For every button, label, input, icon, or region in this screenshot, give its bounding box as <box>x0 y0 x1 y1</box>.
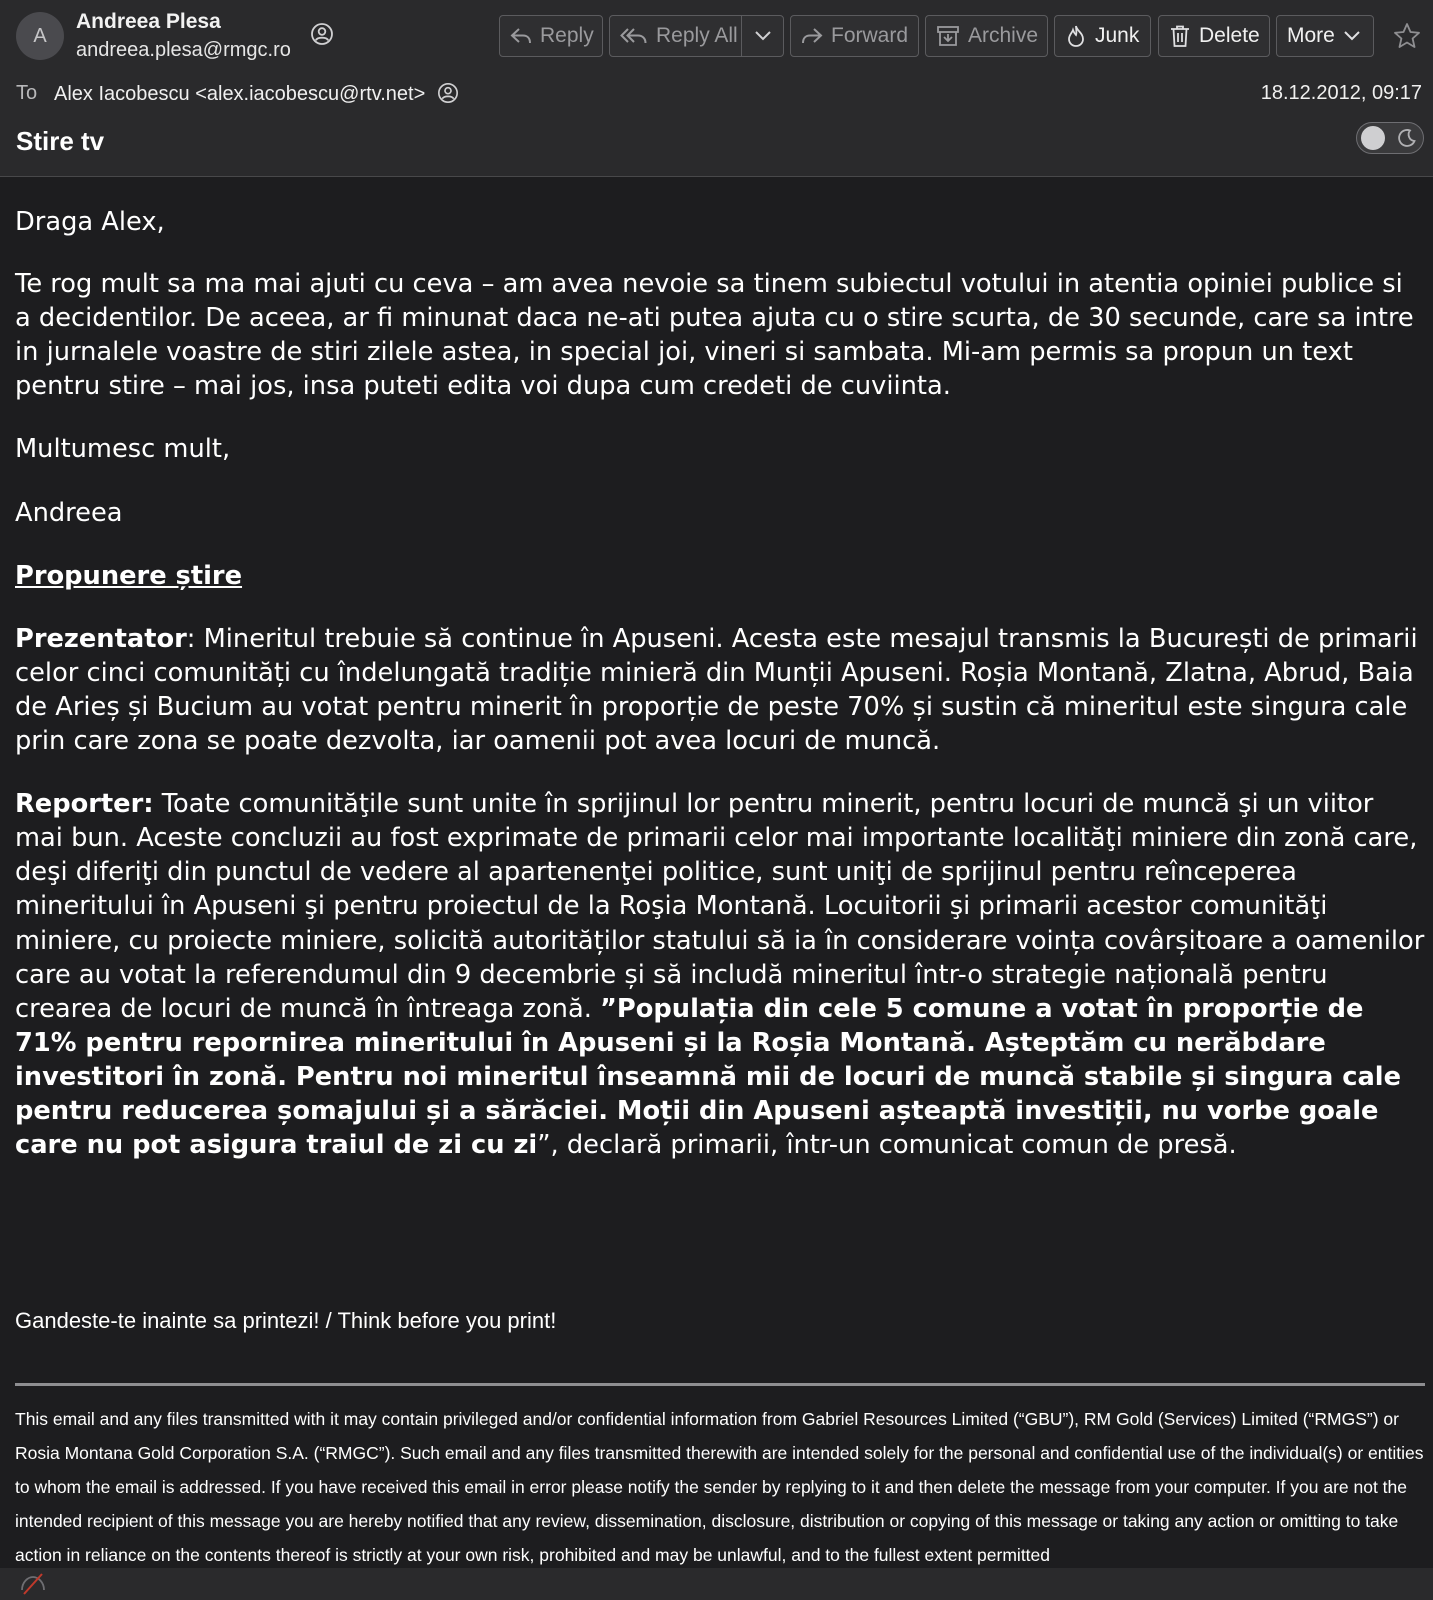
moon-icon <box>1397 128 1417 148</box>
presenter-paragraph <box>15 622 1425 758</box>
dark-mode-toggle[interactable] <box>1356 122 1424 154</box>
reply-all-dropdown-button[interactable] <box>741 15 784 57</box>
reporter-text: Toate comunităţile sunt unite în sprijinul lor pentru minerit, pentru locuri de muncă şi un viitor mai bun. Aceste concluzii au fost exprimate de primarii celor mai importante localităţi miniere din zonă care, deşi diferiţi din punctul de vedere al apartenenţei politice, sunt uniţi de sprijinul pentru reînceperea mineritului în Apuseni şi pentru proiectul de la Roşia Montană. Locuitorii şi primarii acestor comunităţi miniere, cu proiecte miniere, solicită autorităților statului să ia în considerare voința covârșitoare a oamenilor care au votat la referendumul din 9 decembrie și să includă mineritul într-o strategie națională pentru crearea de locuri de muncă în întreaga zonă. <box>15 789 1425 1024</box>
delete-button[interactable] <box>1158 15 1270 57</box>
forward-icon <box>801 26 823 46</box>
to-label: To <box>16 82 38 104</box>
junk-label: Junk <box>1095 24 1140 47</box>
reporter-label: Reporter: <box>15 789 154 820</box>
signoff-name: Andreea <box>15 497 123 528</box>
flame-icon <box>1065 24 1087 48</box>
more-label: More <box>1287 24 1335 47</box>
chevron-down-icon <box>1343 30 1361 42</box>
star-icon[interactable] <box>1393 22 1421 50</box>
sender-name[interactable]: Andreea Plesa <box>76 10 221 33</box>
greeting: Draga Alex, <box>15 207 165 237</box>
message-date: 18.12.2012, 09:17 <box>1260 82 1422 104</box>
proposal-heading: Propunere știre <box>15 560 243 591</box>
archive-icon <box>936 25 960 47</box>
trash-icon <box>1169 24 1191 48</box>
thanks-line: Multumesc mult, <box>15 434 231 465</box>
print-note: Gandeste-te inainte sa printezi! / Think before you print! <box>15 1308 557 1333</box>
remote-content-blocked-icon[interactable] <box>18 1572 48 1596</box>
archive-label: Archive <box>968 24 1039 47</box>
more-button[interactable] <box>1276 15 1374 57</box>
chevron-down-icon <box>754 30 772 42</box>
message-body <box>15 205 1425 1191</box>
presenter-label: Prezentator <box>15 623 187 654</box>
forward-button[interactable] <box>790 15 919 57</box>
message-header <box>0 0 1433 177</box>
signature-divider <box>15 1383 1425 1386</box>
recipient-text: Alex Iacobescu <alex.iacobescu@rtv.net> <box>54 83 426 105</box>
archive-button[interactable] <box>925 15 1048 57</box>
toggle-knob <box>1361 126 1385 150</box>
delete-label: Delete <box>1199 24 1260 47</box>
presenter-text: : Mineritul trebuie să continue în Apuseni. Acesta este mesajul transmis la București de primarii celor cinci comunități cu îndelungată tradiție minieră din Munții Apuseni. Roșia Montană, Zlatna, Abrud, Baia de Arieș și Bucium au votat pentru minerit în proporție de peste 70% și sustin că mineritul este singura cale prin care zona se poate dezvolta, iar oamenii pot avea locuri de muncă. <box>15 623 1418 757</box>
reply-icon <box>510 26 532 46</box>
sender-avatar: A <box>16 12 64 60</box>
reporter-quote: ”Populația din cele 5 comune a votat în proporție de 71% pentru repornirea mineritului în Apuseni și la Roșia Montană. Așteptăm cu nerăbdare investitori în zonă. Pentru noi mineritul înseamnă mii de locuri de muncă stabile și singura cale pentru reducerea șomajului și a sărăciei. Moții din Apuseni așteaptă investiții, nu vorbe goale care nu pot asigura traiul de zi cu zi <box>15 993 1402 1161</box>
reporter-tail: ”, declară primarii, într-un comunicat comun de presă. <box>537 1130 1237 1161</box>
legal-disclaimer: This email and any files transmitted with it may contain privileged and/or confidential information from Gabriel Resources Limited (“GBU”), RM Gold (Services) Limited (“RMGS”) or Rosia Montana Gold Corporation S.A. (“RMGC”). Such email and any files transmitted therewith are intended solely for the personal and confidential use of the individual(s) or entities to whom the email is addressed. If you have received this email in error please notify the sender by replying to it and then delete the message from your computer. If you are not the intended recipient of this message you are hereby notified that any review, dissemination, disclosure, distribution or copying of this message or taking any action or omitting to take action in reliance on the contents thereof is strictly at your own risk, prohibited and may be unlawful, and to the fullest extent permitted <box>15 1409 1424 1565</box>
reply-button[interactable] <box>499 15 603 57</box>
recipient-address[interactable] <box>54 82 459 106</box>
junk-button[interactable] <box>1054 15 1151 57</box>
reply-all-label: Reply All <box>656 24 738 47</box>
reply-label: Reply <box>540 24 594 47</box>
status-bar <box>0 1568 1433 1600</box>
intro-paragraph: Te rog mult sa ma mai ajuti cu ceva – am avea nevoie sa tinem subiectul votului in atentia opiniei publice si a decidentilor. De aceea, ar fi minunat daca ne-ati putea ajuta cu o stire scurta, de 30 secunde, care sa intre in jurnalele voastre de stiri zilele astea, in special joi, vineri si sambata. Mi-am permis sa propun un text pentru stire – mai jos, insa puteti edita voi dupa cum credeti de cuviinta. <box>15 269 1414 402</box>
add-contact-icon[interactable] <box>437 82 459 104</box>
reply-all-button[interactable] <box>609 15 742 57</box>
reply-all-icon <box>620 26 648 46</box>
add-contact-icon[interactable] <box>310 22 334 46</box>
sender-email[interactable]: andreea.plesa@rmgc.ro <box>76 39 291 61</box>
message-subject: Stire tv <box>16 126 105 156</box>
reporter-paragraph <box>15 787 1425 1162</box>
forward-label: Forward <box>831 24 909 47</box>
